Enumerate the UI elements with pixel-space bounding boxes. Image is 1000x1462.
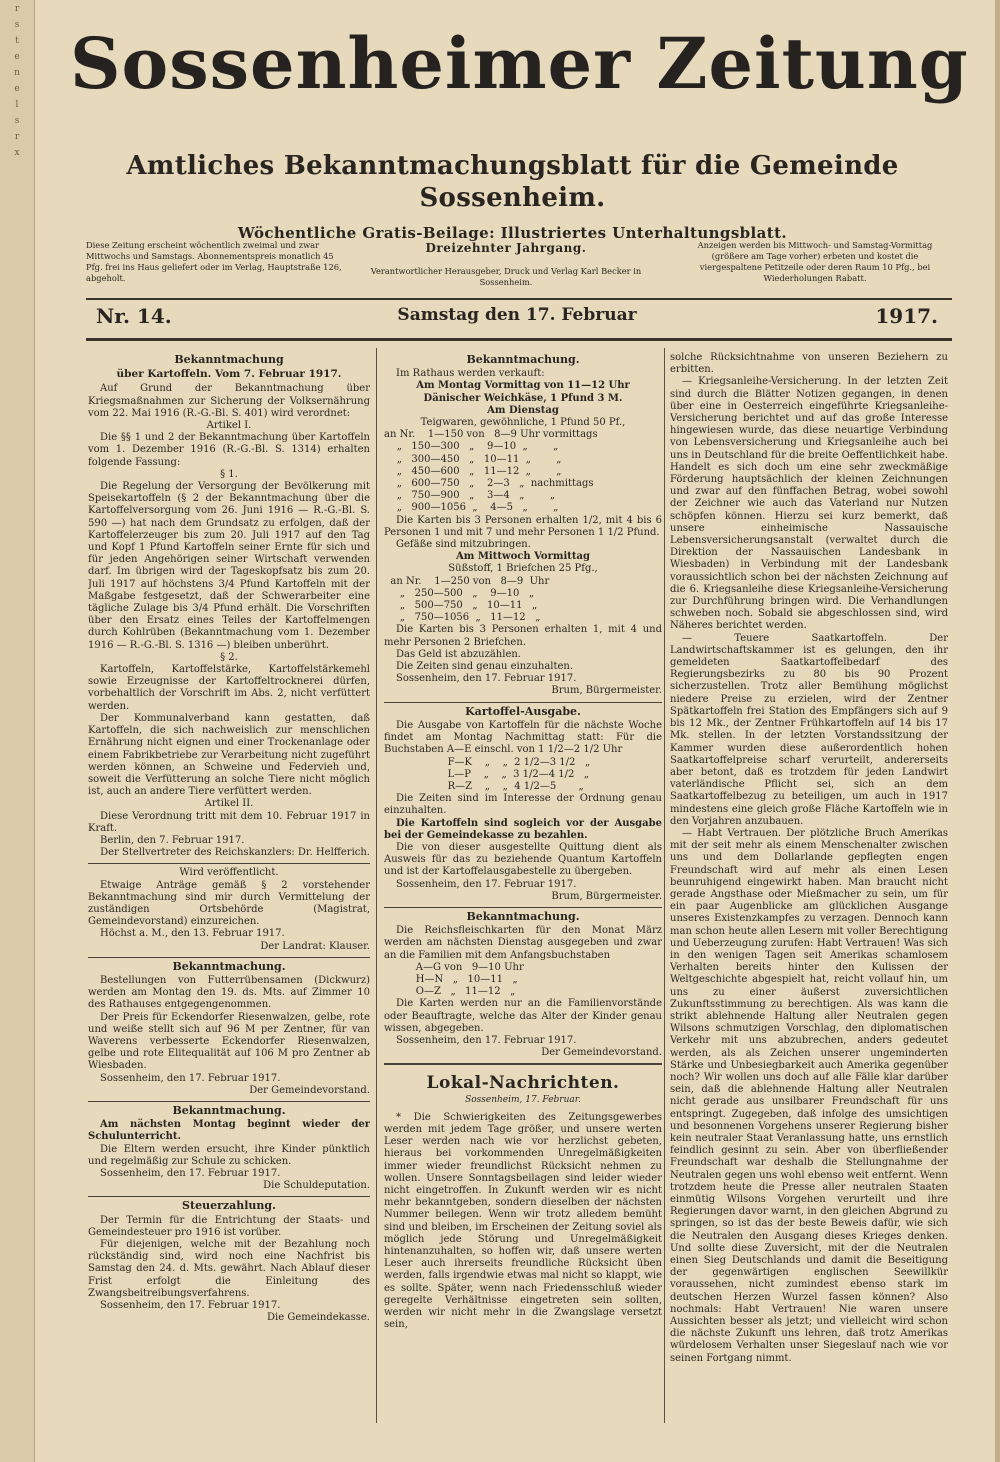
signature: Der Gemeindevorstand.	[249, 1084, 370, 1096]
supplement-note: Wöchentliche Gratis-Beilage: Illustriertes Unterhaltungsblatt.	[237, 224, 788, 242]
signature: Der Landrat: Klauser.	[260, 940, 370, 952]
column-3	[670, 352, 948, 1437]
paragraph: Die Eltern werden ersucht, ihre Kinder pünktlich und regelmäßig zur Schule zu schicken.	[88, 1143, 370, 1167]
schedule-row: „ 450—600 „ 11—12 „ „	[384, 465, 562, 477]
paragraph: Auf Grund der Bekanntmachung über Kriegsmaßnahmen zur Sicherung der Volksernährung vom 22. Mai 1916 (R.-G.-Bl. S. 401) wird verordnet:	[88, 383, 370, 419]
masthead	[70, 22, 969, 242]
section-label: § 2.	[220, 651, 238, 663]
schedule-row: „ 600—750 „ 2—3 „ nachmittags	[384, 478, 594, 490]
schedule-row: L—P „ „ 3 1/2—4 1/2 „	[384, 768, 590, 780]
separator	[88, 957, 370, 958]
paragraph: Die Karten werden nur an die Familienvorstände oder Beauftragte, welche das Alter der Kinder genau wissen, abgegeben.	[384, 998, 662, 1034]
dateline	[96, 302, 938, 332]
subheading: über Kartoffeln. Vom 7. Februar 1917.	[116, 368, 342, 381]
paragraph: Die Karten bis 3 Personen erhalten 1/2, mit 4 bis 6 Personen 1 und mit 7 und mehr Personen 1 1/2 Pfund.	[384, 514, 662, 538]
paragraph: Etwaige Anträge gemäß § 2 vorstehender Bekanntmachung sind mir durch Vermittelung der zuständigen Ortsbehörde (Magistrat, Gemeindevorstand) einzureichen.	[88, 879, 370, 928]
schedule-row: „ 300—450 „ 10—11 „ „	[384, 453, 562, 465]
schedule-row: „ 250—500 „ 9—10 „	[384, 587, 535, 599]
separator	[88, 863, 370, 864]
schedule-row: H—N „ 10—11 „	[384, 973, 518, 985]
separator	[384, 1063, 662, 1065]
paragraph: Diese Verordnung tritt mit dem 10. Februar 1917 in Kraft.	[88, 810, 370, 834]
newspaper-subtitle: Amtliches Bekanntmachungsblatt für die Gemeinde Sossenheim.	[126, 151, 899, 213]
section-label: § 1.	[220, 468, 238, 480]
edge-letter: r	[14, 4, 20, 14]
paragraph: Gefäße sind mitzubringen.	[396, 539, 531, 551]
schedule-row: R—Z „ „ 4 1/2—5 „	[384, 780, 584, 792]
edge-letter: t	[15, 36, 19, 46]
schedule-row: A—G von 9—10 Uhr	[384, 961, 524, 973]
column-divider	[664, 348, 665, 1423]
article-label: Artikel I.	[206, 420, 252, 432]
signature: Der Gemeindevorstand.	[541, 1047, 662, 1059]
paragraph: Der Kommunalverband kann gestatten, daß Kartoffeln, die sich nachweislich zur menschlichen Ernährung nicht eignen und einer Trockenanlage oder einem Fabrikbetriebe zur Verarbeitung nicht zugeführt werden können, an Schweine und Federvieh und, soweit die Verfütterung an solche Tiere nicht möglich ist, auch an andere Tiere verfüttert werden.	[88, 712, 370, 798]
publisher-line: Verantwortlicher Herausgeber, Druck und Verlag Karl Becker in Sossenheim.	[370, 266, 642, 287]
schedule-row: an Nr. 1—250 von 8—9 Uhr	[384, 575, 550, 587]
paragraph-bold: Die Kartoffeln sind sogleich vor der Ausgabe bei der Gemeindekasse zu bezahlen.	[384, 817, 662, 841]
heading: Bekanntmachung.	[466, 909, 580, 923]
top-rule	[86, 298, 952, 300]
signature: Die Gemeindekasse.	[267, 1312, 370, 1324]
schedule-row: F—K „ „ 2 1/2—3 1/2 „	[384, 756, 591, 768]
paragraph: Für diejenigen, welche mit der Bezahlung noch rückständig sind, wird noch eine Nachfrist bis Samstag den 24. d. Mts. gewährt. Nach Ablauf dieser Frist erfolgt die Einleitung des Zwangsbeitreibungsverfahrens.	[88, 1239, 370, 1299]
paragraph: Die Zeiten sind genau einzuhalten.	[396, 661, 574, 673]
edge-letter: e	[14, 84, 20, 94]
separator	[88, 1101, 370, 1102]
section-dateline: Sossenheim, 17. Februar.	[465, 1094, 581, 1105]
signature-place: Sossenheim, den 17. Februar 1917.	[100, 1072, 281, 1084]
signature-place: Sossenheim, den 17. Februar 1917.	[100, 1168, 281, 1179]
section-title: Lokal-Nachrichten.	[426, 1073, 620, 1094]
schedule-line: Am Montag Vormittag von 11—12 Uhr	[416, 380, 630, 392]
separator	[384, 702, 662, 703]
schedule-line: Teigwaren, gewöhnliche, 1 Pfund 50 Pf.,	[420, 417, 626, 429]
signature: Die Schuldeputation.	[263, 1180, 370, 1192]
advertising-info: Anzeigen werden bis Mittwoch- und Samstag-Vormittag (größere am Tage vorher) erbeten und kostet die viergespaltene Petitzeile oder deren Raum 10 Pfg., bei Wiederholungen Rabatt.	[697, 240, 933, 283]
column-1	[88, 352, 370, 1437]
schedule-line: Am Dienstag	[487, 404, 559, 416]
signature-place: Sossenheim, den 17. Februar 1917.	[396, 1034, 577, 1046]
issue-number: Nr. 14.	[96, 304, 172, 328]
column-2	[384, 352, 662, 1437]
paragraph: — Teuere Saatkartoffeln. Der Landwirtschaftskammer ist es gelungen, den ihr gemeldeten Saatkartoffelbedarf des Regierungsbezirks zu 80 bis 90 Prozent sicherzustellen. Trotz aller Bemühung möglichst niedere Preise zu erzielen, wird der Zentner Spätkartoffeln frei Station des Empfängers sich auf 9 bis 12 Mk., der Zentner Frühkartoffeln auf 14 bis 17 Mk. stellen. In der letzten Vorstandssitzung der Kammer wurden diese außerordentlich hohen Saatkartoffelpreise scharf verurteilt, andererseits aber betont, daß es trotzdem für jeden Landwirt vaterländische Pflicht sei, sich an dem Saatkartoffelbezug zu beteiligen, um auch in 1917 mindestens eine gleich große Fläche Kartoffeln wie in den Vorjahren anzubauen.	[670, 632, 948, 827]
schedule-row: „ 500—750 „ 10—11 „	[384, 600, 538, 612]
heading: Bekanntmachung	[174, 353, 284, 366]
paragraph-bold: Am nächsten Montag beginnt wieder der Schulunterricht.	[88, 1119, 370, 1143]
heading: Bekanntmachung.	[172, 1103, 286, 1117]
page-edge-shadow	[995, 0, 1000, 1462]
bottom-rule	[86, 338, 952, 341]
paragraph: Die Zeiten sind im Interesse der Ordnung genau einzuhalten.	[384, 793, 662, 817]
paragraph: * Die Schwierigkeiten des Zeitungsgewerbes werden mit jedem Tage größer, und unsere werten Leser werden nach wie vor herzlichst gebeten, hieraus bei vorkommenden Unregelmäßigkeiten immer wieder freundlichst Rücksicht nehmen zu wollen. Unsere Sonntagsbeilagen sind leider wieder nicht eingetroffen. In Zukunft werden wir es nicht mehr bekanntgeben, sondern dieselben der nächsten Nummer beilegen. Wenn wir trotz alledem bemüht sind und bleiben, im Erscheinen der Zeitung soviel als möglich jede Störung und Unregelmäßigkeit hintenanzuhalten, so hoffen wir, daß unsere werten Leser auch ihrerseits freundliche Rücksicht üben werden, falls irgendwie etwas mal nicht so klappt, wie es sollte. Später, wenn nach Friedensschluß wieder geregelte Verhältnisse eingetreten sein sollten, werden wir nicht mehr in die Zwangslage versetzt sein,	[384, 1111, 662, 1331]
edge-letter: r	[14, 132, 20, 142]
paragraph: solche Rücksichtnahme von unseren Beziehern zu erbitten.	[670, 352, 948, 376]
edge-letter: s	[14, 20, 20, 30]
publication-info	[360, 240, 652, 288]
schedule-row: „ 750—900 „ 3—4 „ „	[384, 490, 556, 502]
adjacent-page-edge	[0, 0, 35, 1462]
paragraph: Kartoffeln, Kartoffelstärke, Kartoffelstärkemehl sowie Erzeugnisse der Kartoffeltrocknerei dürfen, vorbehaltlich der Vorschrift im Abs. 2, nicht verfüttert werden.	[88, 664, 370, 712]
paragraph: Die Karten bis 3 Personen erhalten 1, mit 4 und mehr Personen 2 Briefchen.	[384, 624, 662, 648]
issue-date: Samstag den 17. Februar	[397, 305, 637, 325]
heading: Kartoffel-Ausgabe.	[465, 704, 581, 718]
heading: Bekanntmachung.	[466, 353, 580, 366]
paragraph: Die Reichsfleischkarten für den Monat März werden am nächsten Dienstag ausgegeben und zwar an die Familien mit dem Anfangsbuchstaben	[384, 925, 662, 961]
volume-year: Dreizehnter Jahrgang.	[425, 241, 587, 255]
edge-letter: s	[14, 116, 20, 126]
edge-letter: x	[14, 148, 20, 158]
schedule-row: an Nr. 1—150 von 8—9 Uhr vormittags	[384, 429, 598, 441]
heading: Steuerzahlung.	[182, 1199, 276, 1213]
schedule-line: Süßstoff, 1 Briefchen 25 Pfg.,	[448, 563, 598, 575]
paragraph: Im Rathaus werden verkauft:	[396, 368, 545, 380]
paragraph: Die von dieser ausgestellte Quittung dient als Ausweis für das zu beziehende Quantum Kartoffeln und ist der Kartoffelausgabestelle zu übergeben.	[384, 841, 662, 878]
paragraph: — Habt Vertrauen. Der plötzliche Bruch Amerikas mit der seit mehr als einem Menschenalter zwischen uns und dem Dollarlande gepflegten engen Freundschaft wird auf mehr als einen Lesen beunruhigend eingewirkt haben. Man braucht nicht gerade Angsthase oder Mießmacher zu sein, um für ein paar Augenblicke am glücklichen Ausgange unseres Existenzkampfes zu verzagen. Dennoch kann man schon heute allen Lesern mit voller Berechtigung und Ueberzeugung zurufen: Habt Vertrauen! Was sich in den wenigen Tagen seit Amerikas schamlosem Verhalten bereits hinter den Kulissen der Weltgeschichte abgespielt hat, reicht vollauf hin, um uns zu einer äußerst zuversichtlichen Zukunftsstimmung zu berechtigen. Als was kann die strikt ablehnende Haltung aller Neutralen gegen Wilsons schmutzigen Vorschlag, den diplomatischen Verkehr mit uns abzubrechen, anders gedeutet werden, als als Zeichen unserer ungeminderten Stärke und Unbesiegbarkeit auch Amerika gegenüber noch? Wir wollen uns doch auf alle Fälle klar darüber sein, daß die ablehnende Haltung aller Neutralen nicht gerade aus unsilbarer Freundschaft für uns entspringt. Zugegeben, daß infolge des umsichtigen und besonnenen Vorgehens unserer Regierung bisher kein neutraler Staat Veranlassung hatte, uns ernstlich feindlich gesinnt zu sein. Aber von überfließender Freundschaft war deshalb die Stellungnahme der Neutralen gegen uns wohl ebenso weit entfernt. Wenn trotzdem heute die Presse aller neutralen Staaten einmütig Wilsons Vorgehen verurteilt und ihre Regierungen davor warnt, in den gleichen Abgrund zu springen, so ist das der beste Beweis dafür, wie sich die Neutralen den Ausgang dieses Krieges denken. Und sollte diese Zuversicht, mit der die Neutralen einen Sieg Deutschlands und damit die Beseitigung der gegenwärtigen englischen Seewillkür voraussehen, nicht zumindest ebenso stark im deutschen Herzen Wurzel fassen können? Also nochmals: Habt Vertrauen! Nie waren unsere Aussichten besser als jetzt; und vielleicht wird schon die nächste Zukunft uns lehren, daß trotz Amerikas würdelosem Verhalten unser Siegeslauf nach wie vor seinen Fortgang nimmt.	[670, 827, 948, 1364]
paragraph: Der Preis für Eckendorfer Riesenwalzen, gelbe, rote und weiße stellt sich auf 96 M per Zentner, für van Waverens verbesserte Eckendorfer Riesenwalzen, gelbe und rote Elitequalität auf 106 M pro Zentner ab Wiesbaden.	[88, 1011, 370, 1072]
edge-letter: e	[14, 52, 20, 62]
paragraph: Der Termin für die Entrichtung der Staats- und Gemeindesteuer pro 1916 ist vorüber.	[88, 1214, 370, 1238]
signature-place: Höchst a. M., den 13. Februar 1917.	[100, 928, 285, 940]
notice: Wird veröffentlicht.	[179, 867, 279, 879]
heading: Bekanntmachung.	[172, 959, 286, 973]
schedule-row: „ 750—1056 „ 11—12 „	[384, 612, 541, 624]
schedule-row: O—Z „ 11—12 „	[384, 986, 516, 998]
newspaper-title: Sossenheimer Zeitung	[70, 22, 969, 105]
paragraph: Die Regelung der Versorgung der Bevölkerung mit Speisekartoffeln (§ 2 der Bekanntmachung über die Kartoffelversorgung vom 26. Juni 1916 — R.-G.-Bl. S. 590 —) hat nach dem Grundsatz zu erfolgen, daß der Kartoffelerzeuger bis zum 20. Juli 1917 auf den Tag und Kopf 1 Pfund Kartoffeln seiner Ernte für sich und für jeden Angehörigen seiner Wirtschaft verwenden darf. Im übrigen wird der Tageskopfsatz bis zum 20. Juli 1917 auf höchstens 3/4 Pfund Kartoffeln mit der Maßgabe festgesetzt, daß der Schwerarbeiter eine tägliche Zulage bis 3/4 Pfund erhält. Die Vorschriften über den Ersatz eines Teiles der Kartoffelmengen durch Kohlrüben (Bekanntmachung vom 1. Dezember 1916 — R.-G.-Bl. S. 1316 —) bleiben unberührt.	[88, 481, 370, 651]
signature: Brum, Bürgermeister.	[551, 685, 662, 697]
separator	[384, 907, 662, 908]
signature-place: Sossenheim, den 17. Februar 1917.	[396, 878, 577, 890]
schedule-line: Am Mittwoch Vormittag	[456, 551, 590, 563]
subscription-info: Diese Zeitung erscheint wöchentlich zweimal und zwar Mittwochs und Samstags. Abonnementspreis monatlich 45 Pfg. frei ins Haus geliefert oder im Verlag, Hauptstraße 126, abgeholt.	[86, 240, 342, 283]
signature: Brum, Bürgermeister.	[551, 890, 662, 902]
paragraph: — Kriegsanleihe-Versicherung. In der letzten Zeit sind durch die Blätter Notizen gegangen, in denen über eine in Oesterreich eingeführte Kriegsanleihe-Versicherung berichtet und auf das große Interesse hingewiesen wurde, das diese neuartige Verbindung von Lebensversicherung und Kriegsanleihe auch bei uns in Deutschland für die breite Oeffentlichkeit habe. Handelt es sich doch um eine sehr zweckmäßige Förderung hauptsächlich der kleinen Zeichnungen und zwar auf den fünffachen Betrag, wobei sowohl der Zeichner wie auch das Vaterland nur Nutzen schöpfen können. Hierzu sei kurz bemerkt, daß unsere einheimische Nassauische Lebensversicherungsanstalt (verwaltet durch die Direktion der Nassauischen Landesbank in Wiesbaden) in Verbindung mit der Landesbank voraussichtlich schon bei der nächsten Zeichnung auf die 6. Kriegsanleihe diese Kriegsanleihe-Versicherung zur Durchführung bringen wird. Die Verhandlungen schweben noch. Sobald sie abgeschlossen sind, wird Näheres berichtet werden.	[670, 376, 948, 632]
separator	[88, 1196, 370, 1197]
signature-place: Sossenheim, den 17. Februar 1917.	[100, 1300, 281, 1312]
schedule-line: Dänischer Weichkäse, 1 Pfund 3 M.	[423, 392, 623, 404]
signature-place: Berlin, den 7. Februar 1917.	[100, 834, 245, 846]
paragraph: Die Ausgabe von Kartoffeln für die nächste Woche findet am Montag Nachmittag statt: Für die Buchstaben A—E einschl. von 1 1/2—2 1/2 Uhr	[384, 719, 662, 756]
edge-letter: l	[15, 100, 19, 110]
paragraph: Bestellungen von Futterrübensamen (Dickwurz) werden am Montag den 19. ds. Mts. auf Zimmer 10 des Rathauses entgegengenommen.	[88, 974, 370, 1011]
paragraph: Die §§ 1 und 2 der Bekanntmachung über Kartoffeln vom 1. Dezember 1916 (R.-G.-Bl. S. 1314) erhalten folgende Fassung:	[88, 432, 370, 468]
article-label: Artikel II.	[204, 798, 254, 810]
issue-year: 1917.	[875, 304, 938, 328]
signature: Der Stellvertreter des Reichskanzlers: Dr. Helfferich.	[100, 847, 370, 859]
paragraph: Das Geld ist abzuzählen.	[396, 648, 521, 660]
signature-place: Sossenheim, den 17. Februar 1917.	[396, 673, 577, 685]
schedule-row: „ 900—1056 „ 4—5 „ „	[384, 502, 559, 514]
schedule-row: „ 150—300 „ 9—10 „ „	[384, 441, 559, 453]
edge-letter: n	[14, 68, 20, 78]
column-divider	[376, 348, 377, 1423]
